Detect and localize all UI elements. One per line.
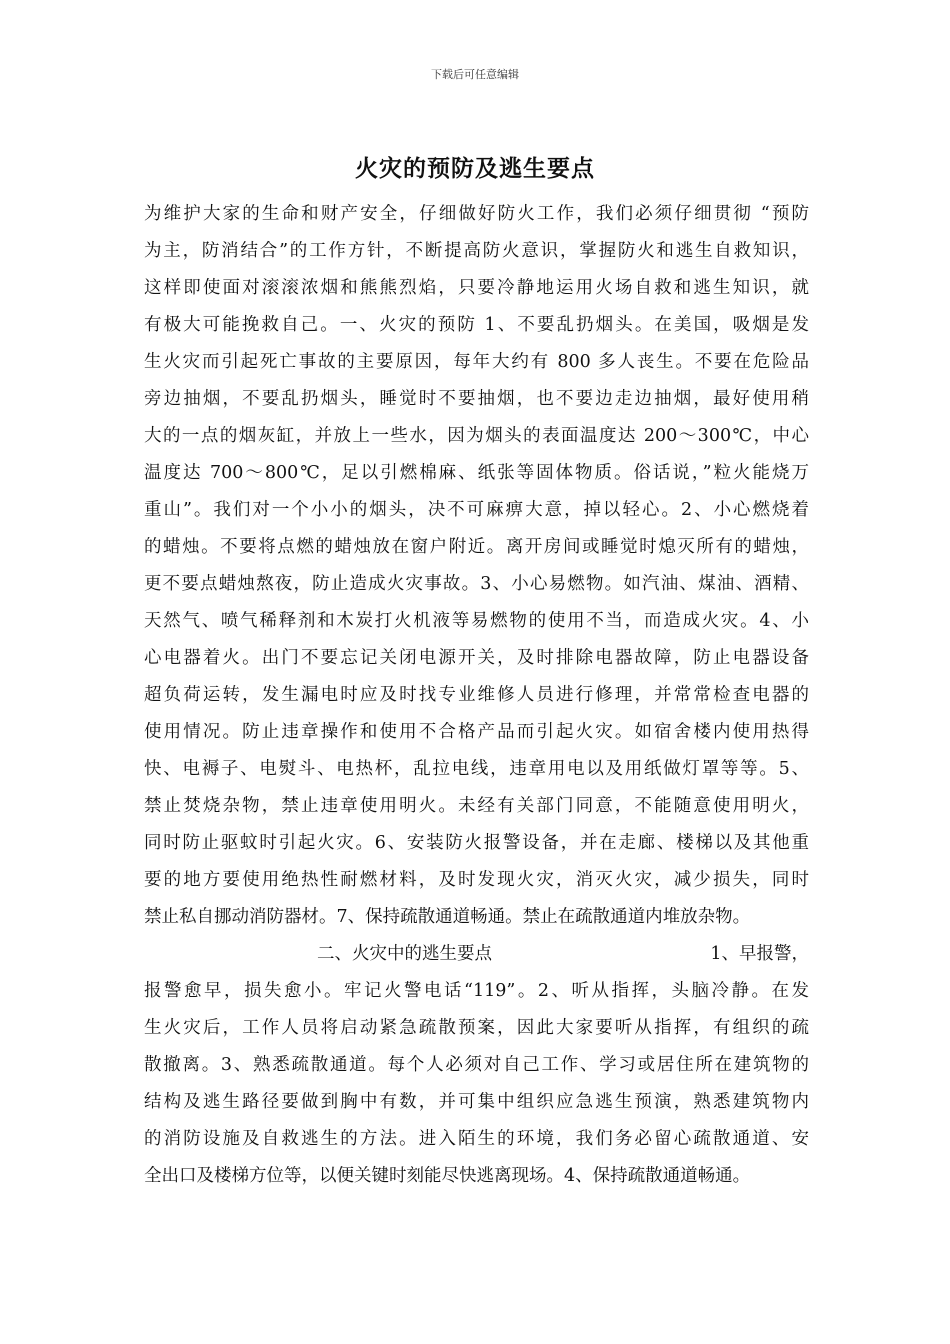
text-line: 更不要点蜡烛熬夜，防止造成火灾事故。3、小心易燃物。如汽油、煤油、酒精、	[144, 574, 809, 594]
text-line: 禁止私自挪动消防器材。7、保持疏散通道畅通。禁止在疏散通道内堆放杂物。	[144, 907, 751, 927]
text-line: 的消防设施及自救逃生的方法。进入陌生的环境，我们务必留心疏散通道、安	[144, 1129, 809, 1149]
text-line: 这样即使面对滚滚浓烟和熊熊烈焰，只要冷静地运用火场自救和逃生知识，就	[144, 278, 809, 298]
text-line: 生火灾后，工作人员将启动紧急疏散预案，因此大家要听从指挥，有组织的疏	[144, 1018, 809, 1038]
text-line: 温度达 700～800℃，足以引燃棉麻、纸张等固体物质。俗话说，”粒火能烧万	[144, 463, 809, 483]
text-line: 快、电褥子、电熨斗、电热杯，乱拉电线，违章用电以及用纸做灯罩等等。5、	[144, 759, 809, 779]
text-line: 为维护大家的生命和财产安全，仔细做好防火工作，我们必须仔细贯彻 “预防	[144, 204, 809, 224]
text-line: 天然气、喷气稀释剂和木炭打火机液等易燃物的使用不当，而造成火灾。4、小	[144, 611, 809, 631]
section-heading-line	[144, 936, 809, 973]
text-line: 结构及逃生路径要做到胸中有数，并可集中组织应急逃生预演，熟悉建筑物内	[144, 1092, 809, 1112]
text-line: 散撤离。3、熟悉疏散通道。每个人必须对自己工作、学习或居住所在建筑物的	[144, 1055, 809, 1075]
text-line: 大的一点的烟灰缸，并放上一些水，因为烟头的表面温度达 200～300℃，中心	[144, 426, 809, 446]
text-line: 的蜡烛。不要将点燃的蜡烛放在窗户附近。离开房间或睡觉时熄灭所有的蜡烛，	[144, 537, 809, 557]
text-line: 旁边抽烟，不要乱扔烟头，睡觉时不要抽烟，也不要边走边抽烟，最好使用稍	[144, 389, 809, 409]
page-header-note: 下载后可任意编辑	[431, 68, 519, 81]
text-line: 使用情况。防止违章操作和使用不合格产品而引起火灾。如宿舍楼内使用热得	[144, 722, 809, 742]
document-body	[144, 196, 809, 1195]
text-line: 同时防止驱蚊时引起火灾。6、安装防火报警设备，并在走廊、楼梯以及其他重	[144, 833, 809, 853]
section-first-item: 1、早报警，	[710, 944, 809, 964]
text-line: 报警愈早，损失愈小。牢记火警电话“119”。2、听从指挥，头脑冷静。在发	[144, 981, 809, 1001]
text-line: 超负荷运转，发生漏电时应及时找专业维修人员进行修理，并常常检查电器的	[144, 685, 809, 705]
text-line: 重山”。我们对一个小小的烟头，决不可麻痹大意，掉以轻心。2、小心燃烧着	[144, 500, 809, 520]
text-line: 生火灾而引起死亡事故的主要原因，每年大约有 800 多人丧生。不要在危险品	[144, 352, 809, 372]
text-line: 全出口及楼梯方位等，以便关键时刻能尽快逃离现场。4、保持疏散通道畅通。	[144, 1166, 751, 1186]
section-heading: 二、火灾中的逃生要点	[317, 944, 492, 964]
text-line: 心电器着火。出门不要忘记关闭电源开关，及时排除电器故障，防止电器设备	[144, 648, 809, 668]
text-line: 有极大可能挽救自己。一、火灾的预防 1、不要乱扔烟头。在美国，吸烟是发	[144, 315, 809, 335]
text-line: 禁止焚烧杂物，禁止违章使用明火。未经有关部门同意，不能随意使用明火，	[144, 796, 809, 816]
text-line: 要的地方要使用绝热性耐燃材料，及时发现火灾，消灭火灾，减少损失，同时	[144, 870, 809, 890]
document-title: 火灾的预防及逃生要点	[355, 155, 595, 182]
text-line: 为主，防消结合”的工作方针，不断提高防火意识，掌握防火和逃生自救知识，	[144, 241, 809, 261]
